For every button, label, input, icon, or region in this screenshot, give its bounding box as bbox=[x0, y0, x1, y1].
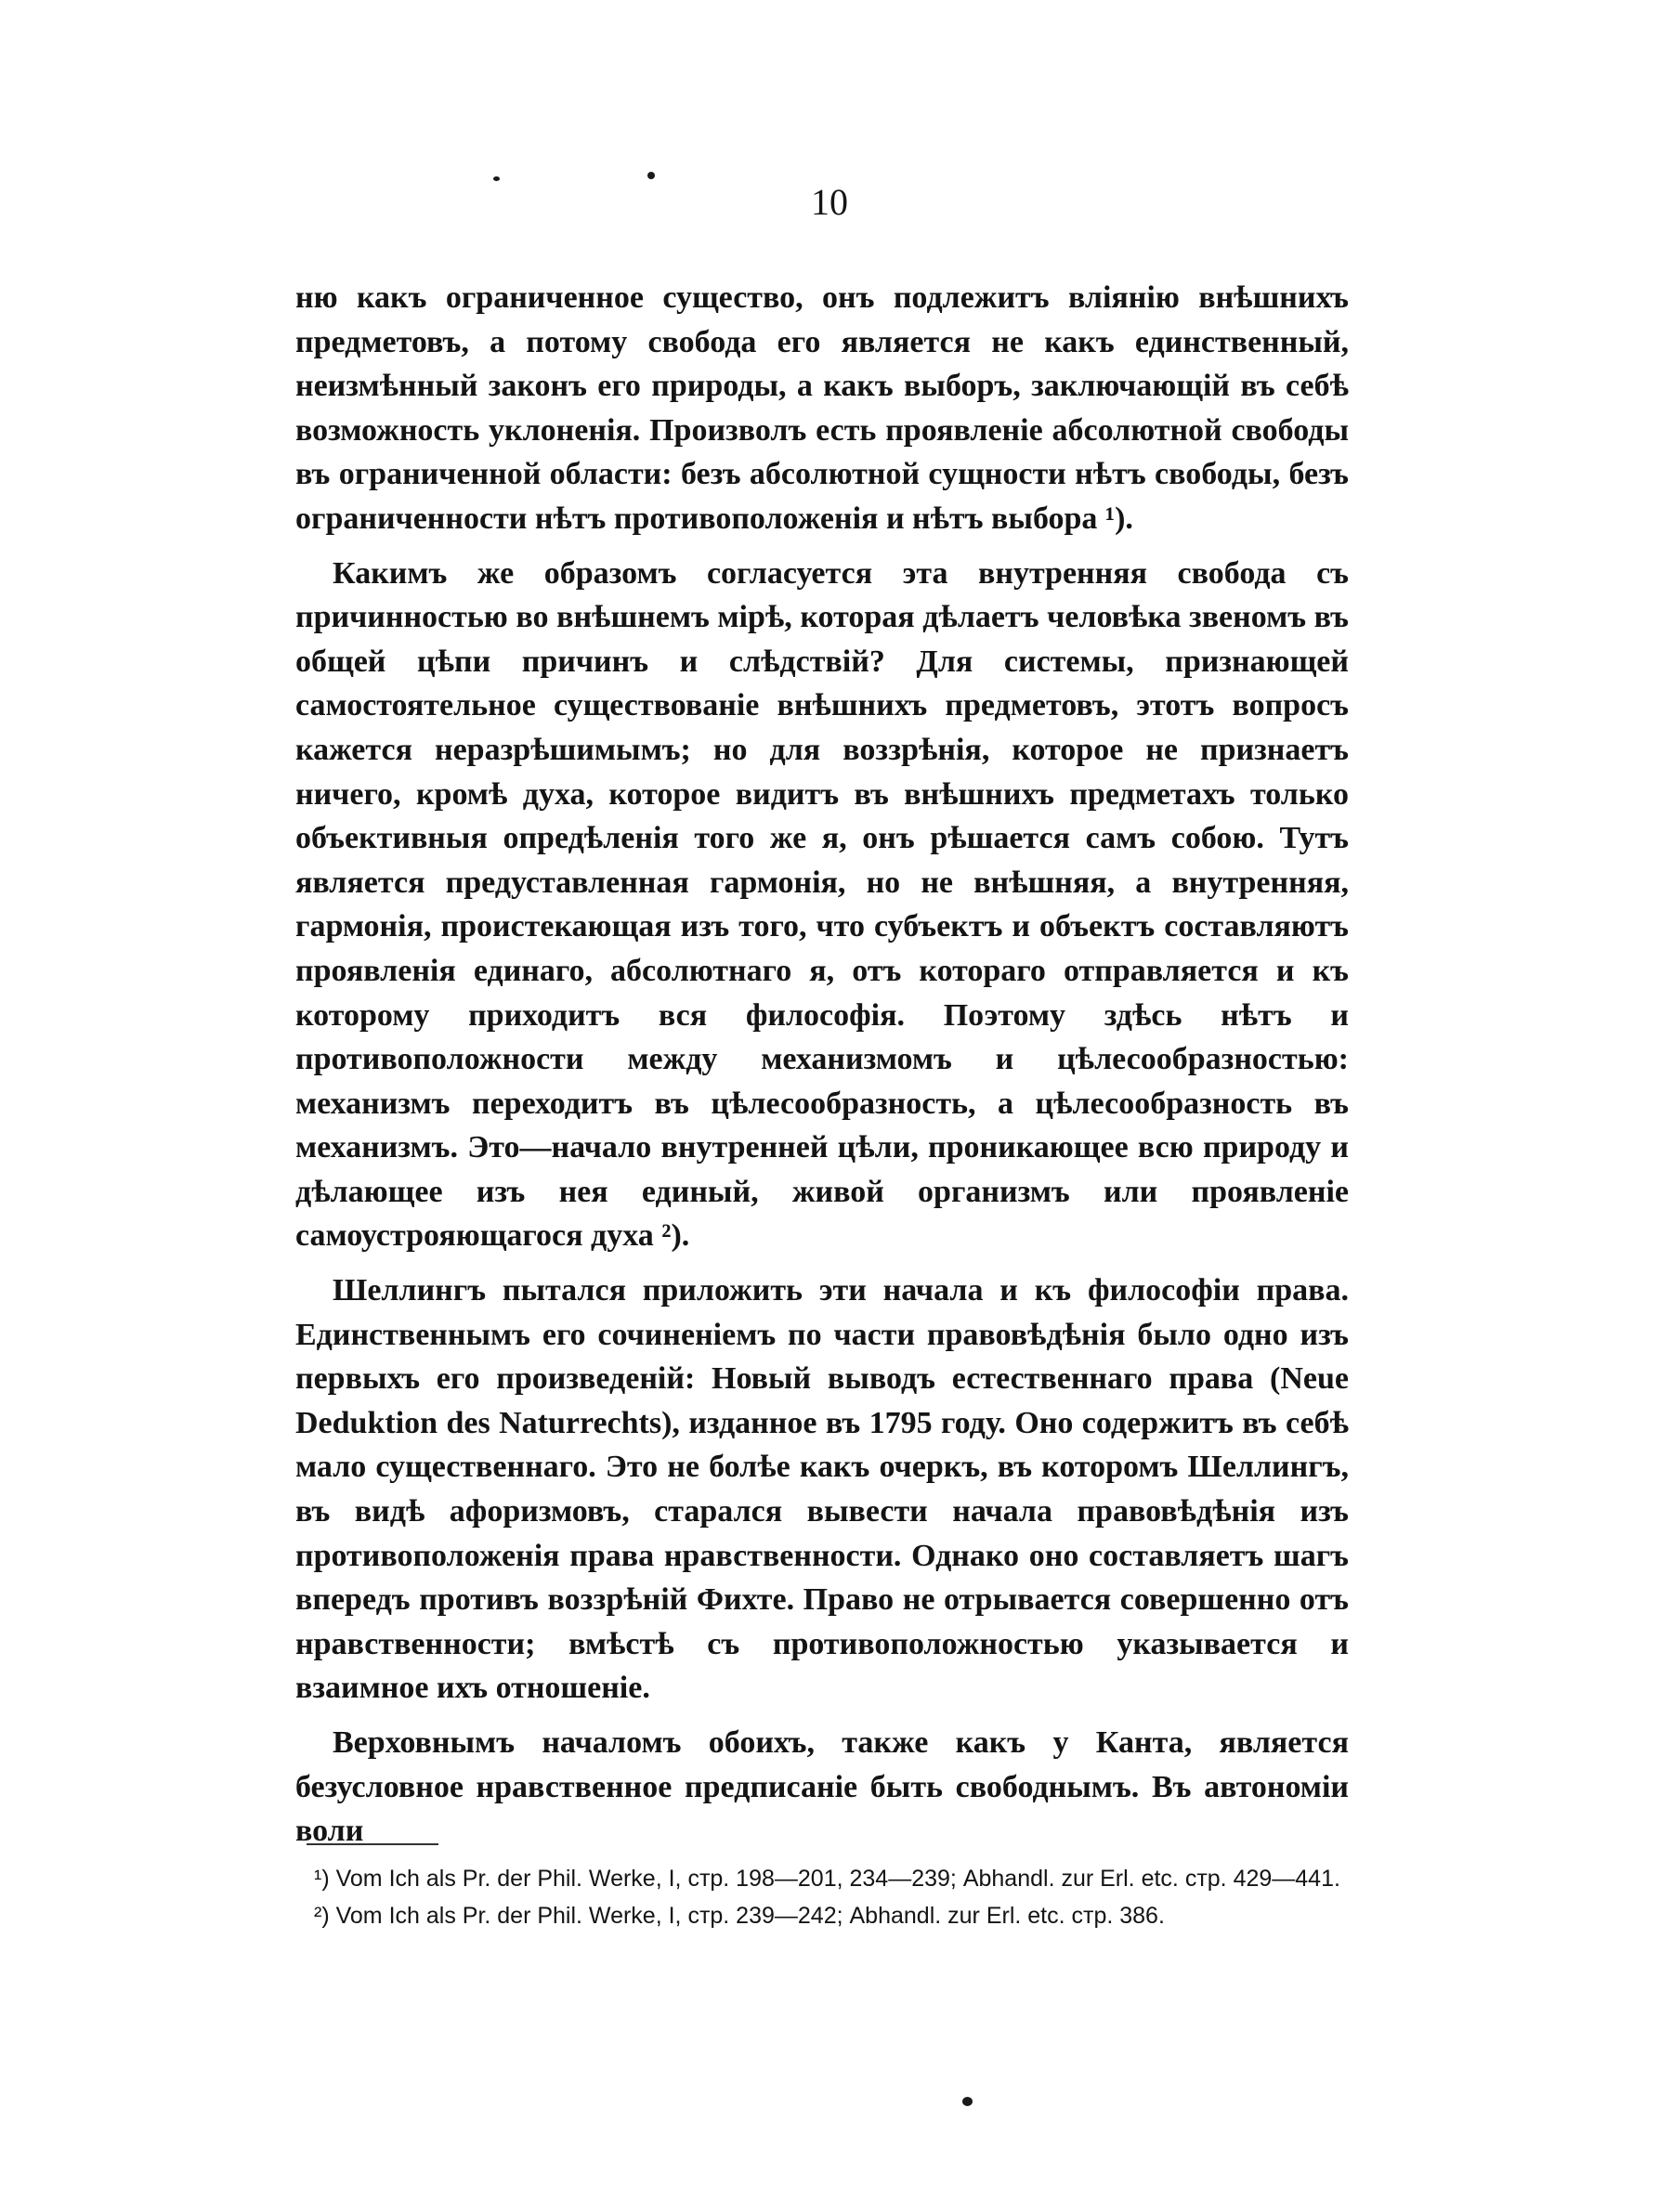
ink-speck bbox=[647, 172, 655, 179]
page-number: 10 bbox=[811, 181, 848, 223]
paragraph: Какимъ же образомъ согласуется эта внутренняя свобода съ причинностью во внѣшнемъ мірѣ, которая дѣлаетъ человѣка звеномъ въ общей цѣпи причинъ и слѣдствій? Для системы, признающей самостоятельное существованіе внѣшнихъ предметовъ, этотъ вопросъ кажется неразрѣшимымъ; но для воззрѣнія, которое не признаетъ ничего, кромѣ духа, которое видитъ въ внѣшнихъ предметахъ только объективныя опредѣленія того же я, онъ рѣшается самъ собою. Тутъ является предуставленная гармонія, но не внѣшняя, а внутренняя, гармонія, проистекающая изъ того, что субъектъ и объектъ составляютъ проявленія единаго, абсолютнаго я, отъ котораго отправляется и къ которому приходитъ вся философія. Поэтому здѣсь нѣтъ и противоположности между механизмомъ и цѣлесообразностью: механизмъ переходитъ въ цѣлесообразность, а цѣлесообразность въ механизмъ. Это—начало внутренней цѣли, проникающее всю природу и дѣлающее изъ нея единый, живой организмъ или проявленіе самоустрояющагося духа ²). bbox=[295, 555, 1349, 1254]
paragraph: Верховнымъ началомъ обоихъ, также какъ у Канта, является безусловное нравственное предписаніе быть свободнымъ. Въ автономіи воли bbox=[295, 1725, 1349, 1849]
footnotes bbox=[295, 1861, 1349, 1933]
paragraph: ню какъ ограниченное существо, онъ подлежитъ вліянію внѣшнихъ предметовъ, а потому свобода его является не какъ единственный, неизмѣнный законъ его природы, а какъ выборъ, заключающій въ себѣ возможность уклоненія. Произволъ есть проявленіе абсолютной свободы въ ограниченной области: безъ абсолютной сущности нѣтъ свободы, безъ ограниченности нѣтъ противоположенія и нѣтъ выбора ¹). bbox=[295, 280, 1349, 536]
body-text bbox=[295, 276, 1349, 1854]
footnote: ²) Vom Ich als Pr. der Phil. Werke, I, стр. 239—242; Abhandl. zur Erl. etc. стр. 386. bbox=[314, 1903, 1165, 1929]
footnote: ¹) Vom Ich als Pr. der Phil. Werke, I, стр. 198—201, 234—239; Abhandl. zur Erl. etc. стр. 429—441. bbox=[314, 1866, 1340, 1892]
ink-speck bbox=[962, 2097, 973, 2106]
paragraph: Шеллингъ пытался приложить эти начала и къ философіи права. Единственнымъ его сочиненіемъ по части правовѣдѣнія было одно изъ первыхъ его произведеній: Новый выводъ естественнаго права (Neue Deduktion des Naturrechts), изданное въ 1795 году. Оно содержитъ въ себѣ мало существеннаго. Это не болѣе какъ очеркъ, въ которомъ Шеллингъ, въ видѣ афоризмовъ, старался вывести начала правовѣдѣнія изъ противоположенія права нравственности. Однако оно составляетъ шагъ впередъ противъ воззрѣній Фихте. Право не отрывается совершенно отъ нравственности; вмѣстѣ съ противоположностью указывается и взаимное ихъ отношеніе. bbox=[295, 1273, 1349, 1706]
footnote-rule bbox=[307, 1843, 438, 1845]
